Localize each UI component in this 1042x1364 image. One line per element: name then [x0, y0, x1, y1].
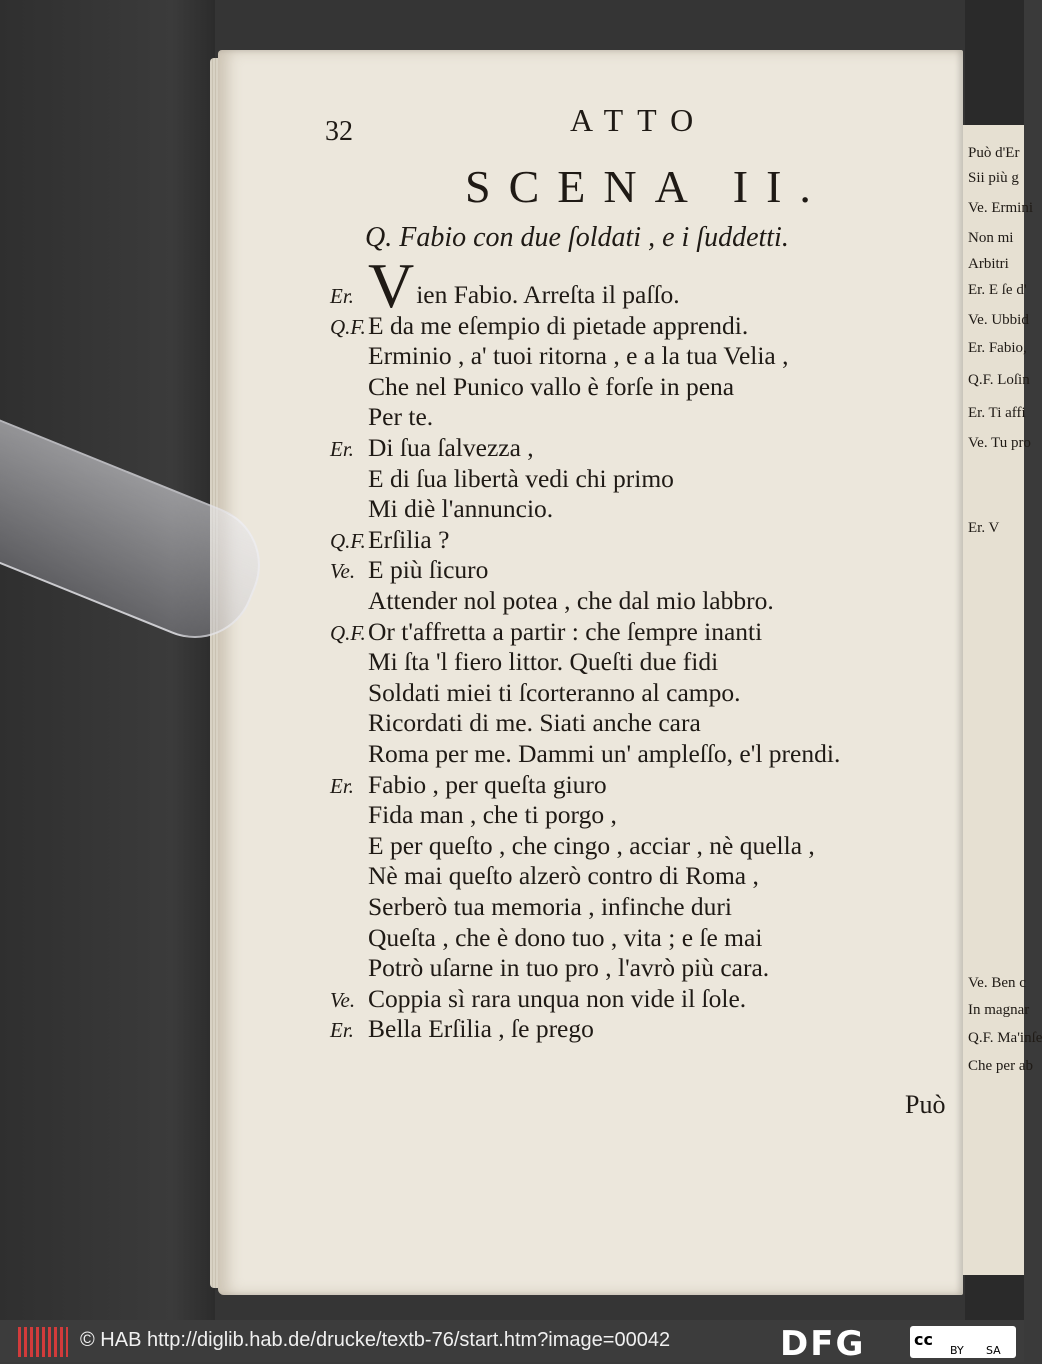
- speaker-label: Er.: [330, 437, 354, 461]
- verse-text: E più ſicuro: [368, 555, 489, 585]
- facing-page-line: Ve. Ubbid: [968, 312, 1029, 328]
- scene-title: SCENA II.: [465, 161, 829, 212]
- verse-line: [330, 494, 553, 524]
- facing-page-line: Non mi: [968, 230, 1014, 246]
- verse-line: [330, 433, 534, 463]
- verse-line: [330, 861, 759, 891]
- verse-line: [330, 341, 789, 371]
- by-label: BY: [950, 1344, 964, 1357]
- scene-persons: Q. Fabio con due ſoldati , e i ſuddetti.: [365, 222, 789, 253]
- speaker-label: Q.F.: [330, 528, 366, 553]
- speaker-label: Q.F.: [330, 620, 366, 645]
- footer-attribution[interactable]: © HAB http://diglib.hab.de/drucke/textb-76/start.htm?image=00042: [80, 1329, 671, 1351]
- verse-line: [330, 984, 746, 1014]
- verse-text: Che nel Punico vallo è forſe in pena: [368, 371, 735, 401]
- verse-line: [330, 953, 769, 983]
- verse-line: [330, 555, 488, 585]
- page-number: 32: [325, 116, 353, 147]
- verse-text: Per te.: [368, 402, 434, 432]
- running-head: ATTO: [570, 102, 708, 138]
- verse-text: Coppia sì rara unqua non vide il ſole.: [368, 983, 747, 1013]
- verse-line: [330, 311, 748, 341]
- barcode-icon: [18, 1327, 68, 1357]
- facing-page-line: Che per ab: [968, 1058, 1033, 1074]
- verse-text: Bella Erſilia , ſe prego: [368, 1014, 594, 1044]
- dfg-logo: DFG: [780, 1324, 866, 1364]
- verse-text: Potrò uſarne in tuo pro , l'avrò più cara.: [368, 953, 770, 983]
- verse-line: [330, 892, 732, 922]
- verse-text: Nè mai queſto alzerò contro di Roma ,: [368, 861, 759, 891]
- verse-line: [330, 800, 617, 830]
- verse-text: Roma per me. Dammi un' ampleſſo, e'l prendi.: [368, 739, 841, 768]
- speaker-label: Ve.: [330, 987, 356, 1012]
- verse-line: [330, 617, 762, 647]
- scanner-background: [0, 0, 215, 1320]
- verse-line: [330, 647, 718, 677]
- verse-line: [330, 250, 680, 321]
- verse-text: Ricordati di me. Siati anche cara: [368, 708, 701, 738]
- verse-text: Soldati miei ti ſcorteranno al campo.: [368, 677, 741, 707]
- verse-line: [330, 739, 840, 769]
- verse-text: E per queſto , che cingo , acciar , nè quella ,: [368, 830, 815, 860]
- facing-page-line: Sii più g: [968, 170, 1019, 186]
- facing-page-line: Ve. Ben c: [968, 975, 1026, 991]
- catchword: Può: [905, 1090, 946, 1119]
- verse-line: [330, 1014, 594, 1044]
- facing-page-line: Ve. Ermini: [968, 200, 1033, 216]
- speaker-label: Er.: [330, 773, 354, 798]
- facing-page-line: Q.F. Loſin: [968, 372, 1030, 388]
- verse-line: [330, 586, 774, 616]
- drop-cap: V: [368, 250, 415, 321]
- verse-text: E da me eſempio di pietade apprendi.: [368, 310, 749, 340]
- facing-page-line: In magnar: [968, 1002, 1030, 1018]
- verse-line: [330, 923, 762, 953]
- verse-text: Queſta , che è dono tuo , vita ; e ſe mai: [368, 922, 763, 952]
- facing-page-line: Ve. Tu pro: [968, 435, 1031, 451]
- verse-text: Fabio , per queſta giuro: [368, 769, 607, 799]
- facing-page-line: Er. E ſe d': [968, 282, 1027, 298]
- sa-label: SA: [986, 1344, 1001, 1357]
- verse-line: [330, 770, 607, 800]
- verse-text: Erminio , a' tuoi ritorna , e a la tua Velia ,: [368, 341, 789, 371]
- verse-text: Mi ſta 'l fiero littor. Queſti due fidi: [368, 647, 719, 677]
- facing-page-line: Er. Ti affi: [968, 405, 1026, 421]
- verse-line: [330, 402, 433, 432]
- speaker-label: Q.F.: [330, 314, 366, 339]
- verse-line: [330, 372, 734, 402]
- verse-text: E di ſua libertà vedi chi primo: [368, 463, 674, 493]
- verse-text: Fida man , che ti porgo ,: [368, 800, 617, 830]
- verse-text: Serberò tua memoria , infinche duri: [368, 892, 732, 921]
- verse-line: [330, 525, 449, 555]
- speaker-label: Er.: [330, 284, 354, 308]
- speaker-label: Ve.: [330, 559, 356, 584]
- verse-text: ien Fabio. Arreſta il paſſo.: [416, 280, 680, 309]
- facing-page-line: Q.F. Ma'inſe: [968, 1030, 1042, 1046]
- verse-line: [330, 678, 740, 708]
- verse-text: Erſilia ?: [368, 524, 450, 554]
- verse-text: Or t'affretta a partir : che ſempre inanti: [368, 616, 763, 646]
- verse-text: Attender nol potea , che dal mio labbro.: [368, 586, 774, 615]
- facing-page-line: Può d'Er: [968, 145, 1020, 161]
- cc-icon: cc: [914, 1330, 933, 1349]
- speaker-label: Er.: [330, 1018, 354, 1043]
- facing-page-line: Arbitri: [968, 256, 1009, 272]
- verse-text: Mi diè l'annuncio.: [368, 494, 554, 524]
- verse-line: [330, 831, 815, 861]
- verse-line: [330, 464, 674, 494]
- facing-page-line: Er. Fabio,: [968, 340, 1027, 356]
- facing-page-line: Er. V: [968, 520, 1000, 536]
- verse-line: [330, 708, 701, 738]
- cc-license-icon[interactable]: [910, 1326, 1016, 1358]
- verse-text: Di ſua ſalvezza ,: [368, 433, 534, 462]
